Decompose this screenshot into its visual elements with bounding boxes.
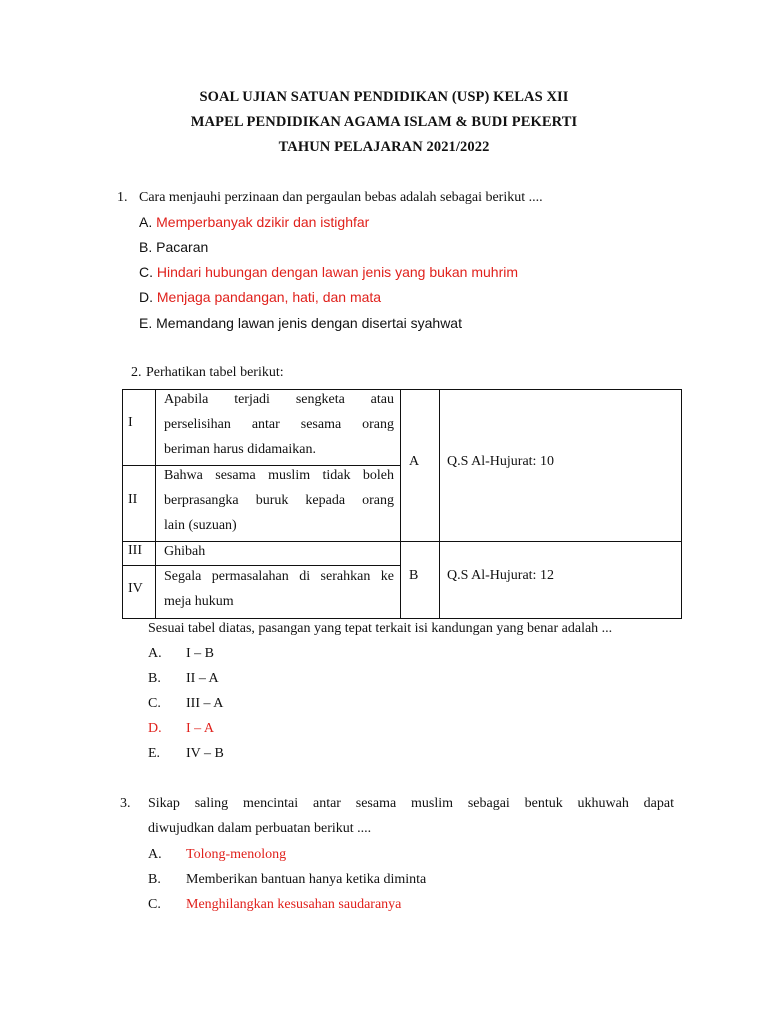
q3-number: 3. xyxy=(120,796,131,811)
option-text: Pacaran xyxy=(156,239,209,255)
option-letter: C. xyxy=(139,264,153,280)
table-cell xyxy=(400,541,440,619)
q3-option-letter: A. xyxy=(148,847,162,862)
content-table xyxy=(122,389,682,619)
option-letter: A. xyxy=(139,214,153,230)
q2-text: Perhatikan tabel berikut: xyxy=(146,365,284,380)
ref-letter: A xyxy=(409,454,420,469)
q3-option-letter: B. xyxy=(148,872,161,887)
option-letter: E. xyxy=(139,315,153,331)
q2-prompt: Sesuai tabel diatas, pasangan yang tepat terkait isi kandungan yang benar adalah ... xyxy=(148,621,613,636)
cell-text-line: Bahwa sesama muslim tidak boleh xyxy=(164,468,394,483)
cell-text-line: Ghibah xyxy=(164,544,206,559)
q2-option-text: III – A xyxy=(186,696,224,711)
q2-option-text: IV – B xyxy=(186,746,224,761)
q2-option-letter: B. xyxy=(148,671,161,686)
ref-text: Q.S Al-Hujurat: 12 xyxy=(447,568,554,583)
academic-year: TAHUN PELAJARAN 2021/2022 xyxy=(278,139,490,155)
q2-option-letter: E. xyxy=(148,746,161,761)
option-letter: B. xyxy=(139,239,153,255)
q1-option-e xyxy=(139,315,462,331)
cell-text-line: meja hukum xyxy=(164,594,234,609)
ref-letter: B xyxy=(409,568,419,583)
q2-option-letter: A. xyxy=(148,646,162,661)
cell-text-line: lain (suzuan) xyxy=(164,518,237,533)
q3-option-text: Memberikan bantuan hanya ketika diminta xyxy=(186,872,427,887)
option-letter: D. xyxy=(139,289,153,305)
row-number: I xyxy=(128,415,133,430)
option-text: Menjaga pandangan, hati, dan mata xyxy=(156,289,382,305)
q2-option-letter: D. xyxy=(148,721,162,736)
option-text: Memperbanyak dzikir dan istighfar xyxy=(156,214,370,230)
ref-text: Q.S Al-Hujurat: 10 xyxy=(447,454,554,469)
q3-option-text: Tolong-menolong xyxy=(186,847,287,862)
subject-title: MAPEL PENDIDIKAN AGAMA ISLAM & BUDI PEKERTI xyxy=(190,114,578,130)
q3-text-line: Sikap saling mencintai antar sesama muslim sebagai bentuk ukhuwah dapat xyxy=(148,796,674,811)
cell-text-line: berprasangka buruk kepada orang xyxy=(164,493,394,508)
cell-text-line: Apabila terjadi sengketa atau xyxy=(164,392,394,407)
option-text: Hindari hubungan dengan lawan jenis yang bukan muhrim xyxy=(156,264,519,280)
q2-option-text: I – A xyxy=(186,721,214,736)
q1-text: Cara menjauhi perzinaan dan pergaulan bebas adalah sebagai berikut .... xyxy=(139,190,543,205)
q1-option-b xyxy=(139,239,208,255)
q1-option-a xyxy=(139,214,369,230)
q1-option-d xyxy=(139,289,381,305)
row-number: III xyxy=(128,543,142,558)
cell-text-line: beriman harus didamaikan. xyxy=(164,442,317,457)
q2-option-text: I – B xyxy=(186,646,214,661)
q3-text-line: diwujudkan dalam perbuatan berikut .... xyxy=(148,821,372,836)
q2-number: 2. xyxy=(131,365,142,380)
option-text: Memandang lawan jenis dengan disertai syahwat xyxy=(156,315,462,331)
q2-option-text: II – A xyxy=(186,671,219,686)
cell-text-line: perselisihan antar sesama orang xyxy=(164,417,394,432)
q1-number: 1. xyxy=(117,190,128,205)
q2-option-letter: C. xyxy=(148,696,161,711)
cell-text-line: Segala permasalahan di serahkan ke xyxy=(164,569,394,584)
row-number: IV xyxy=(128,581,143,596)
q3-option-letter: C. xyxy=(148,897,161,912)
table-cell xyxy=(400,389,440,542)
row-number: II xyxy=(128,492,138,507)
q1-option-c xyxy=(139,264,518,280)
exam-title: SOAL UJIAN SATUAN PENDIDIKAN (USP) KELAS XII xyxy=(199,89,569,105)
q3-option-text: Menghilangkan kesusahan saudaranya xyxy=(186,897,402,912)
